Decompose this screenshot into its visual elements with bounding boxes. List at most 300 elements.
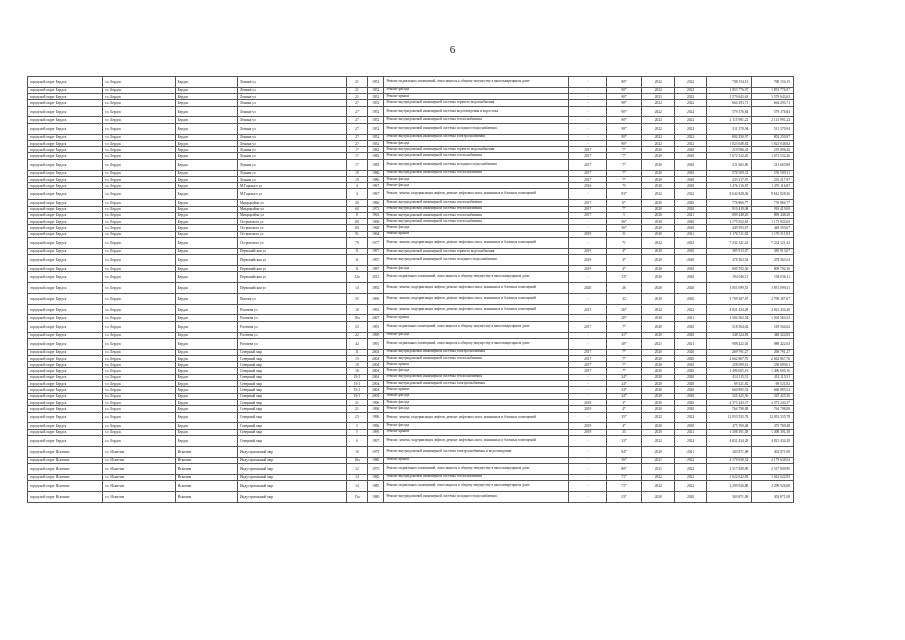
build-year-cell: 2007 (367, 315, 384, 321)
district-cell: городской округ Бердск (28, 349, 103, 355)
wear-percent-cell: 6* (606, 200, 641, 206)
total-cost-cell: 4 179 638,54 (752, 457, 794, 463)
plan-end-cell: 2021 (675, 446, 706, 457)
cost-cell: 7 232 121,42 (706, 238, 752, 249)
cost-cell: 385 913,07 (706, 248, 752, 254)
city-cell: Бердск (175, 147, 237, 153)
street-cell: Рогачева ул (237, 321, 346, 332)
cost-cell: 478 363,54 (706, 255, 752, 266)
wear-percent-cell: 7* (606, 153, 641, 159)
district-cell: городской округ Бердск (28, 77, 103, 88)
build-year-cell: 1966 (367, 200, 384, 206)
last-repair-year-cell: - (569, 387, 606, 393)
plan-start-cell: 2020 (642, 355, 675, 361)
wear-percent-cell: 90* (606, 134, 641, 140)
table-row (28, 338, 794, 349)
build-year-cell: 1952 (367, 87, 384, 93)
city-cell: Бердск (175, 368, 237, 374)
street-cell: Северный мкр (237, 393, 346, 399)
cost-cell: 1 579 643,63 (706, 94, 752, 100)
plan-start-cell: 2021 (642, 338, 675, 349)
work-type-cell: Ремонт фасада (384, 225, 569, 231)
house-number-cell: 23 (347, 321, 368, 332)
municipality-cell: г.о. Искитим (102, 457, 175, 463)
cost-cell: 1 504 563,54 (706, 315, 752, 321)
house-number-cell: 17 (347, 159, 368, 170)
house-number-cell: 12 (347, 463, 368, 474)
build-year-cell: 2004 (367, 362, 384, 368)
last-repair-year-cell: 2016 (569, 183, 606, 189)
work-type-cell: Ремонт подвальных помещений, относящихся к общему имуществу в многоквартирном доме (384, 321, 569, 332)
plan-start-cell: 2022 (642, 480, 675, 491)
street-cell: Микрорайон ул (237, 212, 346, 218)
plan-start-cell: 2021 (642, 94, 675, 100)
district-cell: городской округ Бердск (28, 406, 103, 412)
city-cell: Бердск (175, 393, 237, 399)
last-repair-year-cell: 2019 (569, 406, 606, 412)
cost-cell: 776 866,77 (706, 200, 752, 206)
total-cost-cell: 511 370,94 (752, 123, 794, 134)
last-repair-year-cell: - (569, 315, 606, 321)
build-year-cell: 1952 (367, 117, 384, 123)
plan-start-cell: 2022 (642, 100, 675, 106)
district-cell: городской округ Бердск (28, 355, 103, 361)
street-cell: Северный мкр (237, 423, 346, 429)
plan-end-cell: 2021 (675, 429, 706, 435)
street-cell: Микрорайон ул (237, 206, 346, 212)
plan-end-cell: 2020 (675, 406, 706, 412)
street-cell: Северный мкр (237, 429, 346, 435)
cost-cell: 1 308 391,38 (706, 429, 752, 435)
total-cost-cell: 211 665,80 (752, 159, 794, 170)
house-number-cell: 10а (347, 457, 368, 463)
plan-start-cell: 2020 (642, 225, 675, 231)
plan-start-cell: 2020 (642, 332, 675, 338)
last-repair-year-cell: - (569, 374, 606, 380)
cost-cell: 1 853 776,97 (706, 87, 752, 93)
street-cell: Лунная ул (237, 153, 346, 159)
district-cell: городской округ Бердск (28, 265, 103, 271)
municipality-cell: г.о. Искитим (102, 491, 175, 502)
house-number-cell: 4 (347, 189, 368, 200)
municipality-cell: г.о. Бердск (102, 423, 175, 429)
last-repair-year-cell: - (569, 100, 606, 106)
house-number-cell: 14 (347, 283, 368, 294)
build-year-cell: 1991 (367, 321, 384, 332)
cost-cell: 2 662 867,76 (706, 355, 752, 361)
work-type-cell: Ремонт фасада (384, 332, 569, 338)
district-cell: городской округ Бердск (28, 94, 103, 100)
plan-end-cell: 2020 (675, 381, 706, 387)
build-year-cell: 2004 (367, 374, 384, 380)
district-cell: городской округ Бердск (28, 399, 103, 405)
work-type-cell: Ремонт подвальных помещений, относящихся к общему имуществу в многоквартирном доме (384, 463, 569, 474)
house-number-cell: 22 (347, 332, 368, 338)
wear-percent-cell: 7* (606, 355, 641, 361)
city-cell: Бердск (175, 374, 237, 380)
cost-cell: 69 521,82 (706, 381, 752, 387)
city-cell: Бердск (175, 272, 237, 283)
plan-start-cell: 2022 (642, 77, 675, 88)
last-repair-year-cell: - (569, 332, 606, 338)
wear-percent-cell: 7* (606, 206, 641, 212)
total-cost-cell: 2 317 849,90 (752, 463, 794, 474)
total-cost-cell: 2 373 243,37 (752, 399, 794, 405)
wear-percent-cell: 24* (606, 374, 641, 380)
plan-end-cell: 2020 (675, 248, 706, 254)
cost-cell: 325 425,56 (706, 393, 752, 399)
district-cell: городской округ Бердск (28, 393, 103, 399)
city-cell: Бердск (175, 338, 237, 349)
plan-start-cell: 2020 (642, 231, 675, 237)
wear-percent-cell: 7* (606, 147, 641, 153)
house-number-cell: 15а (347, 491, 368, 502)
municipality-cell: г.о. Бердск (102, 255, 175, 266)
district-cell: городской округ Искитим (28, 480, 103, 491)
district-cell: городской округ Искитим (28, 491, 103, 502)
plan-start-cell: 2020 (642, 147, 675, 153)
plan-end-cell: 2020 (675, 362, 706, 368)
city-cell: Бердск (175, 355, 237, 361)
house-number-cell: 27 (347, 106, 368, 117)
build-year-cell: 2004 (367, 387, 384, 393)
street-cell: Островского ул (237, 219, 346, 225)
wear-percent-cell: 56* (606, 219, 641, 225)
municipality-cell: г.о. Бердск (102, 231, 175, 237)
plan-end-cell: 2022 (675, 480, 706, 491)
street-cell: Первомайская ул (237, 283, 346, 294)
build-year-cell: 2004 (367, 393, 384, 399)
house-number-cell: 21 (347, 406, 368, 412)
work-type-cell: Ремонт внутридомовой инженерной системы электроснабжения (384, 381, 569, 387)
district-cell: городской округ Бердск (28, 374, 103, 380)
municipality-cell: г.о. Бердск (102, 293, 175, 304)
plan-end-cell: 2020 (675, 265, 706, 271)
city-cell: Бердск (175, 219, 237, 225)
last-repair-year-cell: - (569, 189, 606, 200)
total-cost-cell: 660 895,52 (752, 387, 794, 393)
table-row (28, 435, 794, 446)
total-cost-cell: 2 299 926,88 (752, 480, 794, 491)
street-cell: Ленина ул (237, 123, 346, 134)
build-year-cell: 1977 (367, 238, 384, 249)
plan-end-cell: 2020 (675, 491, 706, 502)
work-type-cell: Ремонт фасада (384, 399, 569, 405)
wear-percent-cell: 13* (606, 272, 641, 283)
program-table-container (27, 76, 794, 503)
district-cell: городской округ Бердск (28, 321, 103, 332)
municipality-cell: г.о. Бердск (102, 77, 175, 88)
municipality-cell: г.о. Бердск (102, 212, 175, 218)
table-row (28, 77, 794, 88)
house-number-cell: 27 (347, 100, 368, 106)
work-type-cell: Ремонт подвальных помещений, относящихся к общему имуществу в многоквартирном доме (384, 272, 569, 283)
cost-cell: 449 593,67 (706, 225, 752, 231)
wear-percent-cell: 75 (606, 183, 641, 189)
municipality-cell: г.о. Бердск (102, 176, 175, 182)
district-cell: городской округ Бердск (28, 381, 103, 387)
municipality-cell: г.о. Бердск (102, 412, 175, 423)
cost-cell: 9 642 828,36 (706, 189, 752, 200)
district-cell: городской округ Бердск (28, 183, 103, 189)
plan-start-cell: 2020 (642, 293, 675, 304)
plan-start-cell: 2020 (642, 176, 675, 182)
table-row (28, 255, 794, 266)
street-cell: Ленина ул (237, 100, 346, 106)
cost-cell: 258 099,61 (706, 362, 752, 368)
plan-start-cell: 2022 (642, 474, 675, 480)
house-number-cell: 101 (347, 219, 368, 225)
build-year-cell: 1996 (367, 399, 384, 405)
district-cell: городской округ Искитим (28, 457, 103, 463)
build-year-cell: 1982 (367, 153, 384, 159)
municipality-cell: г.о. Бердск (102, 238, 175, 249)
district-cell: городской округ Искитим (28, 446, 103, 457)
total-cost-cell: 325 425,56 (752, 393, 794, 399)
table-row (28, 189, 794, 200)
work-type-cell: Ремонт внутридомовой инженерной системы теплоснабжения (384, 474, 569, 480)
last-repair-year-cell: 2017 (569, 147, 606, 153)
municipality-cell: г.о. Бердск (102, 206, 175, 212)
total-cost-cell: 233 217,97 (752, 176, 794, 182)
municipality-cell: г.о. Бердск (102, 170, 175, 176)
total-cost-cell: 1 175 922,65 (752, 219, 794, 225)
district-cell: городской округ Бердск (28, 106, 103, 117)
cost-cell: 12 053 535,78 (706, 412, 752, 423)
municipality-cell: г.о. Бердск (102, 140, 175, 146)
wear-percent-cell: 24* (606, 381, 641, 387)
plan-end-cell: 2020 (675, 255, 706, 266)
work-type-cell: Ремонт внутридомовой инженерной системы теплоснабжения (384, 153, 569, 159)
district-cell: городской округ Бердск (28, 435, 103, 446)
plan-start-cell: 2020 (642, 265, 675, 271)
house-number-cell: 19 (347, 170, 368, 176)
house-number-cell: 101 (347, 225, 368, 231)
work-type-cell: Ремонт подвальных помещений, относящихся к общему имуществу в многоквартирном доме (384, 77, 569, 88)
plan-end-cell: 2020 (675, 272, 706, 283)
municipality-cell: г.о. Искитим (102, 446, 175, 457)
wear-percent-cell: 90* (606, 94, 641, 100)
street-cell: Островского ул (237, 238, 346, 249)
work-type-cell: Ремонт фасада (384, 265, 569, 271)
work-type-cell: Ремонт, замена, модернизация лифтов, ремонт лифтовых шахт, машинных и блочных помещений (384, 304, 569, 315)
municipality-cell: г.о. Бердск (102, 147, 175, 153)
district-cell: городской округ Бердск (28, 212, 103, 218)
house-number-cell: 27 (347, 123, 368, 134)
cost-cell: 910 419,08 (706, 206, 752, 212)
municipality-cell: г.о. Бердск (102, 349, 175, 355)
work-type-cell: Ремонт крыши (384, 362, 569, 368)
house-number-cell: 11 (347, 265, 368, 271)
work-type-cell: Ремонт внутридомовой инженерной системы холодного водоснабжения (384, 123, 569, 134)
district-cell: городской округ Бердск (28, 272, 103, 283)
city-cell: Бердск (175, 435, 237, 446)
build-year-cell: 2004 (367, 349, 384, 355)
table-row (28, 480, 794, 491)
cost-cell: 1 672 532,26 (706, 153, 752, 159)
plan-start-cell: 2022 (642, 189, 675, 200)
wear-percent-cell: 71* (606, 474, 641, 480)
municipality-cell: г.о. Бердск (102, 406, 175, 412)
last-repair-year-cell: 2019 (569, 248, 606, 254)
total-cost-cell: 414 115,51 (752, 374, 794, 380)
wear-percent-cell: 90* (606, 100, 641, 106)
total-cost-cell: 4 821 434,28 (752, 304, 794, 315)
wear-percent-cell: 26* (606, 304, 641, 315)
table-row (28, 283, 794, 294)
build-year-cell: 1985 (367, 474, 384, 480)
table-row (28, 446, 794, 457)
work-type-cell: Ремонт внутридомовой инженерной системы холодного водоснабжения (384, 491, 569, 502)
street-cell: Северный мкр (237, 399, 346, 405)
street-cell: Лунная ул (237, 176, 346, 182)
wear-percent-cell: 24* (606, 393, 641, 399)
plan-end-cell: 2020 (675, 153, 706, 159)
city-cell: Бердск (175, 387, 237, 393)
last-repair-year-cell: - (569, 463, 606, 474)
city-cell: Бердск (175, 321, 237, 332)
wear-percent-cell: 90* (606, 77, 641, 88)
last-repair-year-cell: 2017 (569, 176, 606, 182)
table-row (28, 293, 794, 304)
plan-start-cell: 2020 (642, 255, 675, 266)
house-number-cell: 17 (347, 147, 368, 153)
municipality-cell: г.о. Бердск (102, 315, 175, 321)
last-repair-year-cell: - (569, 272, 606, 283)
plan-end-cell: 2022 (675, 100, 706, 106)
house-number-cell: 35 (347, 293, 368, 304)
street-cell: Рогачева ул (237, 304, 346, 315)
district-cell: городской округ Бердск (28, 206, 103, 212)
table-row (28, 238, 794, 249)
work-type-cell: Ремонт фасада (384, 393, 569, 399)
last-repair-year-cell: 2019 (569, 265, 606, 271)
table-row (28, 304, 794, 315)
city-cell: Бердск (175, 225, 237, 231)
wear-percent-cell: 24* (606, 387, 641, 393)
work-type-cell: Ремонт внутридомовой инженерной системы горячего водоснабжения (384, 147, 569, 153)
district-cell: городской округ Бердск (28, 176, 103, 182)
total-cost-cell: 776 866,77 (752, 200, 794, 206)
district-cell: городской округ Бердск (28, 238, 103, 249)
city-cell: Бердск (175, 134, 237, 140)
house-number-cell: 5 (347, 423, 368, 429)
total-cost-cell: 1 496 605,16 (752, 368, 794, 374)
plan-start-cell: 2021 (642, 457, 675, 463)
house-number-cell: 19/1 (347, 393, 368, 399)
plan-start-cell: 2022 (642, 304, 675, 315)
municipality-cell: г.о. Бердск (102, 332, 175, 338)
city-cell: Бердск (175, 106, 237, 117)
last-repair-year-cell: 2019 (569, 429, 606, 435)
total-cost-cell: 1 622 622,85 (752, 474, 794, 480)
cost-cell: 576 509,31 (706, 170, 752, 176)
house-number-cell: 19/1 (347, 381, 368, 387)
plan-start-cell: 2020 (642, 374, 675, 380)
wear-percent-cell: 90* (606, 106, 641, 117)
total-cost-cell: 1 504 563,54 (752, 315, 794, 321)
total-cost-cell: 809 448,20 (752, 212, 794, 218)
work-type-cell: Ремонт внутридомовой инженерной системы горячего водоснабжения (384, 100, 569, 106)
wear-percent-cell: 3* (606, 399, 641, 405)
municipality-cell: г.о. Бердск (102, 87, 175, 93)
street-cell: Индустриальный мкр (237, 446, 346, 457)
house-number-cell: 19 (347, 176, 368, 182)
district-cell: городской округ Бердск (28, 304, 103, 315)
cost-cell: 809 448,20 (706, 212, 752, 218)
municipality-cell: г.о. Бердск (102, 321, 175, 332)
municipality-cell: г.о. Бердск (102, 117, 175, 123)
build-year-cell: 1993 (367, 304, 384, 315)
total-cost-cell: 194 036,11 (752, 272, 794, 283)
cost-cell: 1 496 605,16 (706, 368, 752, 374)
plan-end-cell: 2020 (675, 283, 706, 294)
wear-percent-cell: 4* (606, 265, 641, 271)
work-type-cell: Ремонт внутридомовой инженерной системы электроснабжения и водоотведения (384, 446, 569, 457)
street-cell: Ленина ул (237, 106, 346, 117)
work-type-cell: Ремонт внутридомовой инженерной системы теплоснабжения (384, 219, 569, 225)
city-cell: Бердск (175, 94, 237, 100)
cost-cell: 1 175 922,65 (706, 219, 752, 225)
plan-start-cell: 2020 (642, 406, 675, 412)
plan-end-cell: 2020 (675, 387, 706, 393)
city-cell: Бердск (175, 231, 237, 237)
plan-end-cell: 2022 (675, 435, 706, 446)
house-number-cell: 5 (347, 429, 368, 435)
work-type-cell: Ремонт внутридомовой инженерной системы теплоснабжения (384, 170, 569, 176)
plan-start-cell: 2020 (642, 183, 675, 189)
build-year-cell: 1952 (367, 134, 384, 140)
plan-start-cell: 2020 (642, 272, 675, 283)
cost-cell: 303 871,08 (706, 491, 752, 502)
last-repair-year-cell: - (569, 106, 606, 117)
cost-cell: 219 096,42 (706, 147, 752, 153)
last-repair-year-cell: - (569, 219, 606, 225)
build-year-cell: 1997 (367, 265, 384, 271)
wear-percent-cell: 7* (606, 159, 641, 170)
table-body (28, 77, 794, 503)
plan-start-cell: 2020 (642, 248, 675, 254)
district-cell: городской округ Бердск (28, 159, 103, 170)
wear-percent-cell: 32 (606, 293, 641, 304)
city-cell: Искитим (175, 474, 237, 480)
district-cell: городской округ Бердск (28, 248, 103, 254)
work-type-cell: Ремонт фасада (384, 87, 569, 93)
district-cell: городской округ Бердск (28, 219, 103, 225)
total-cost-cell: 348 324,83 (752, 332, 794, 338)
municipality-cell: г.о. Бердск (102, 100, 175, 106)
last-repair-year-cell: 2017 (569, 349, 606, 355)
work-type-cell: Ремонт внутридомовой инженерной системы электроснабжения (384, 349, 569, 355)
municipality-cell: г.о. Бердск (102, 200, 175, 206)
last-repair-year-cell: 2017 (569, 212, 606, 218)
plan-start-cell: 2020 (642, 212, 675, 218)
plan-end-cell: 2020 (675, 183, 706, 189)
city-cell: Бердск (175, 406, 237, 412)
plan-end-cell: 2020 (675, 399, 706, 405)
build-year-cell: 1964 (367, 212, 384, 218)
work-type-cell: Ремонт внутридомовой инженерной системы теплоснабжения (384, 117, 569, 123)
street-cell: Ленина ул (237, 117, 346, 123)
cost-cell: 4 821 434,28 (706, 304, 752, 315)
build-year-cell: 1952 (367, 94, 384, 100)
last-repair-year-cell: 2017 (569, 368, 606, 374)
municipality-cell: г.о. Бердск (102, 387, 175, 393)
total-cost-cell: 576 509,31 (752, 170, 794, 176)
last-repair-year-cell: - (569, 87, 606, 93)
total-cost-cell: 1 176 511,83 (752, 231, 794, 237)
house-number-cell: 14 (347, 480, 368, 491)
